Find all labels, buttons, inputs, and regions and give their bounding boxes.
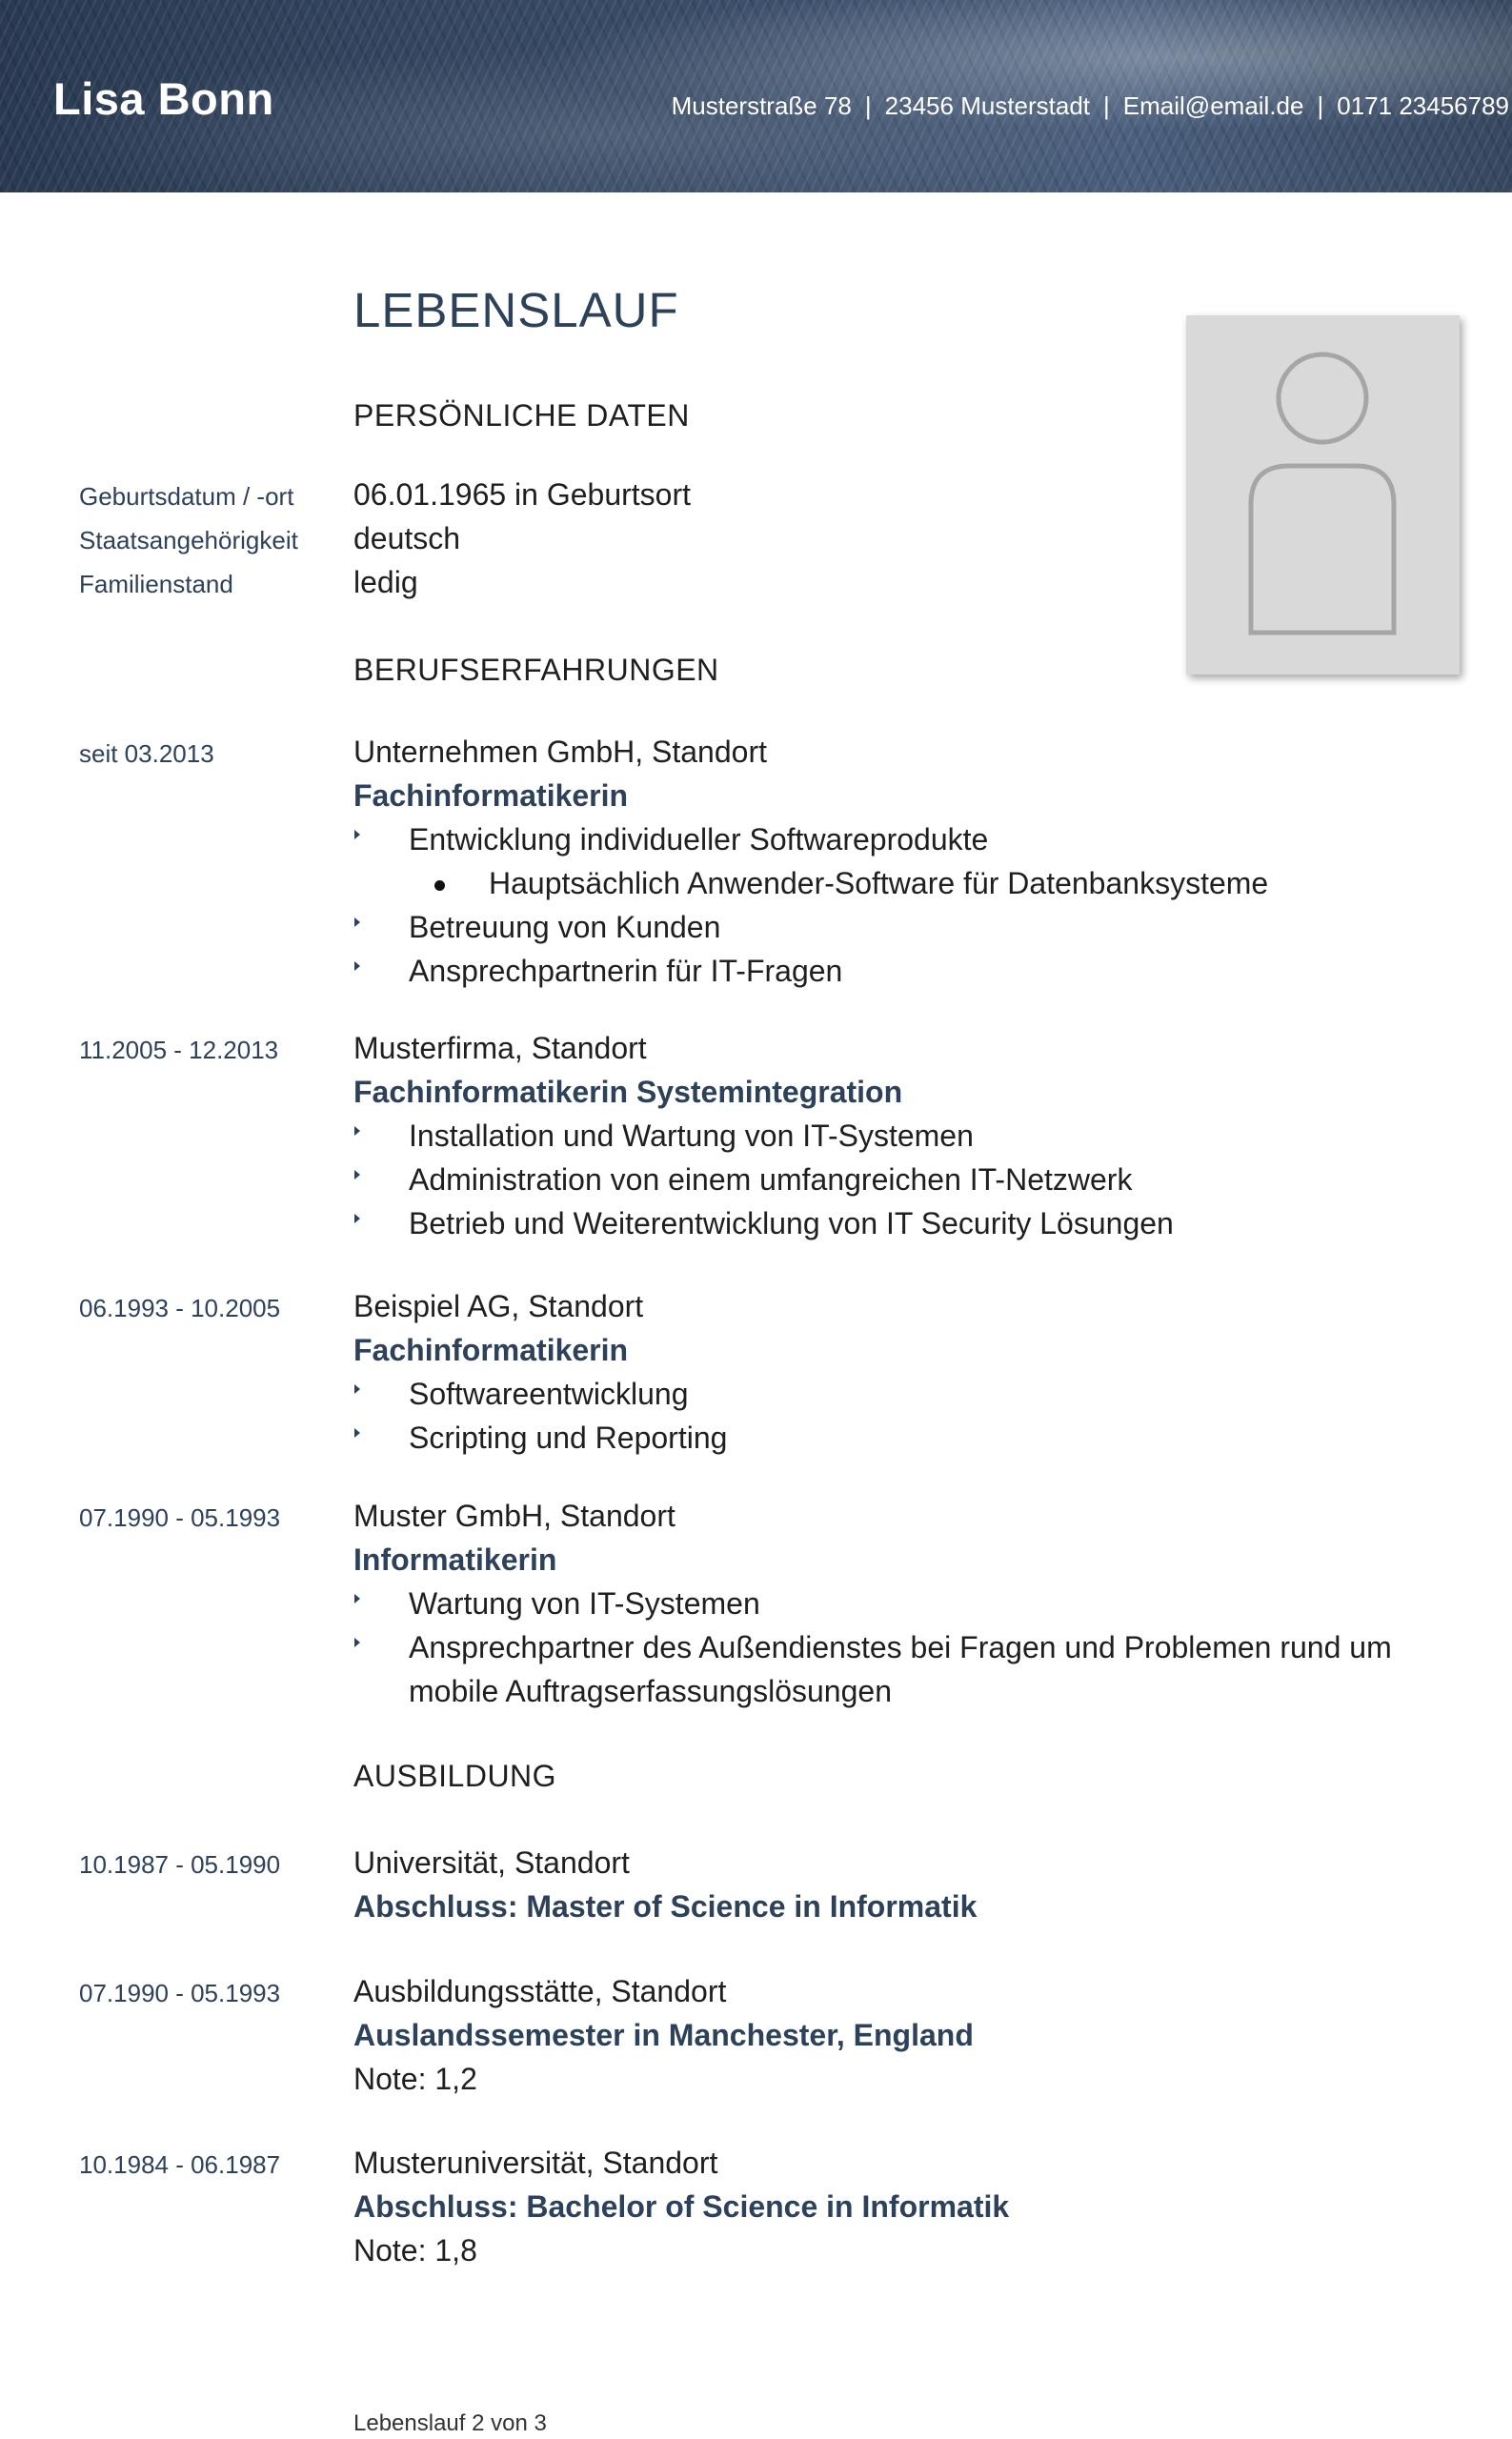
personal-value: deutsch [353, 521, 461, 555]
job-period: 06.1993 - 10.2005 [79, 1294, 281, 1322]
document-title: LEBENSLAUF [353, 283, 679, 337]
arrow-bullet-icon [354, 1384, 360, 1394]
arrow-bullet-icon [354, 1428, 360, 1438]
applicant-name: Lisa Bonn [53, 73, 274, 124]
arrow-bullet-icon [354, 961, 360, 971]
edu-institution: Ausbildungsstätte, Standort [353, 1974, 727, 2008]
edu-institution: Universität, Standort [353, 1845, 630, 1880]
section-heading-education: AUSBILDUNG [353, 1759, 557, 1793]
job-company: Musterfirma, Standort [353, 1031, 647, 1065]
personal-value: ledig [353, 565, 418, 599]
contact-phone: 0171 23456789 [1337, 91, 1509, 120]
personal-value: 06.01.1965 in Geburtsort [353, 477, 692, 512]
arrow-bullet-icon [354, 1126, 360, 1136]
contact-city: 23456 Musterstadt [884, 91, 1091, 120]
edu-period: 10.1984 - 06.1987 [79, 2150, 281, 2179]
edu-degree: Auslandssemester in Manchester, England [353, 2018, 974, 2052]
job-role: Fachinformatikerin Systemintegration [353, 1075, 903, 1109]
personal-label: Familienstand [79, 570, 233, 598]
edu-note: Note: 1,2 [353, 2062, 477, 2096]
contact-separator: | [1103, 91, 1110, 120]
dot-bullet-icon [434, 880, 445, 891]
job-company: Beispiel AG, Standort [353, 1289, 644, 1323]
job-company: Unternehmen GmbH, Standort [353, 735, 767, 769]
personal-label: Geburtsdatum / -ort [79, 482, 294, 511]
edu-institution: Musteruniversität, Standort [353, 2146, 718, 2180]
personal-label: Staatsangehörigkeit [79, 526, 298, 554]
job-role: Fachinformatikerin [353, 778, 629, 813]
job-role: Fachinformatikerin [353, 1333, 629, 1367]
section-heading-personal: PERSÖNLICHE DATEN [353, 398, 690, 433]
job-period: seit 03.2013 [79, 739, 214, 768]
edu-note: Note: 1,8 [353, 2233, 477, 2268]
edu-degree: Abschluss: Master of Science in Informatik [353, 1889, 978, 1924]
edu-period: 07.1990 - 05.1993 [79, 1979, 281, 2007]
section-heading-experience: BERUFSERFAHRUNGEN [353, 653, 719, 687]
page-footer: Lebenslauf 2 von 3 [353, 2410, 547, 2436]
person-silhouette-icon [1186, 315, 1460, 675]
job-period: 11.2005 - 12.2013 [79, 1036, 279, 1064]
job-company: Muster GmbH, Standort [353, 1499, 675, 1533]
contact-street: Musterstraße 78 [671, 91, 852, 120]
profile-photo-placeholder [1186, 315, 1460, 675]
arrow-bullet-icon [354, 1214, 360, 1223]
arrow-bullet-icon [354, 1170, 360, 1179]
arrow-bullet-icon [354, 917, 360, 927]
job-period: 07.1990 - 05.1993 [79, 1503, 281, 1532]
contact-separator: | [1317, 91, 1324, 120]
header-banner [0, 0, 1512, 192]
arrow-bullet-icon [354, 1594, 360, 1603]
edu-degree: Abschluss: Bachelor of Science in Informatik [353, 2189, 1010, 2224]
contact-email[interactable]: Email@email.de [1122, 91, 1304, 120]
arrow-bullet-icon [354, 830, 360, 839]
contact-separator: | [864, 91, 872, 120]
contact-line [672, 91, 1509, 121]
arrow-bullet-icon [354, 1638, 360, 1647]
edu-period: 10.1987 - 05.1990 [79, 1850, 281, 1879]
job-role: Informatikerin [353, 1542, 557, 1577]
